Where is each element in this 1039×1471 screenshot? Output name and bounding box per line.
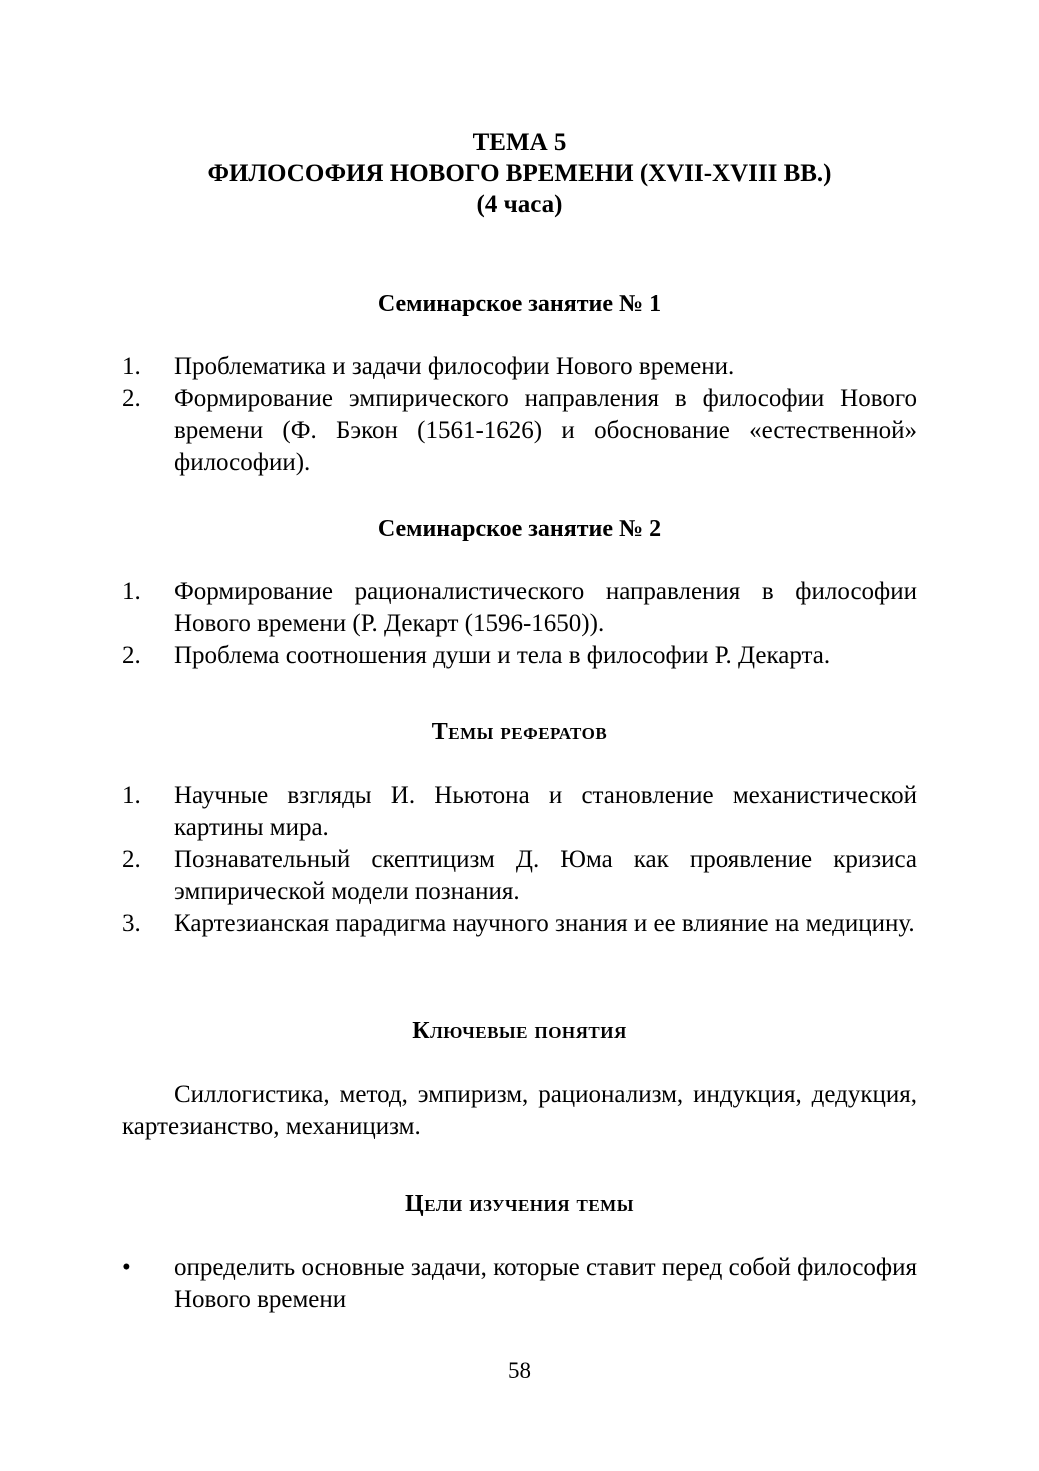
title-topic-name: ФИЛОСОФИЯ НОВОГО ВРЕМЕНИ (XVII-XVIII ВВ.) — [207, 160, 832, 187]
list-item — [122, 351, 917, 383]
list-item-text: Проблема соотношения души и тела в философии Р. Декарта. — [174, 642, 831, 669]
page-number: 58 — [508, 1358, 531, 1383]
bullet-marker: • — [122, 1254, 131, 1281]
list-item-text: Научные взгляды И. Ньютона и становление механистической картины мира. — [174, 782, 917, 841]
list-item-text: Познавательный скептицизм Д. Юма как проявление кризиса эмпирической модели познания. — [174, 846, 917, 905]
list-item-number: 1. — [122, 353, 141, 380]
seminar2-heading: Семинарское занятие № 2 — [377, 516, 662, 542]
goals-list — [122, 1252, 917, 1316]
page-title — [0, 127, 1039, 220]
list-item — [122, 383, 917, 479]
list-item — [122, 844, 917, 908]
seminar2-list — [122, 576, 917, 672]
list-item — [122, 1252, 917, 1316]
list-item — [122, 780, 917, 844]
seminar1-list — [122, 351, 917, 479]
concepts-heading: Ключевые понятия — [412, 1018, 627, 1044]
title-topic-number: ТЕМА 5 — [472, 129, 567, 156]
concepts-paragraph: Силлогистика, метод, эмпиризм, рационализм, индукция, дедукция, картезианство, механицизм. — [122, 1081, 917, 1140]
list-item-text: Проблематика и задачи философии Нового времени. — [174, 353, 735, 380]
reports-heading: Темы рефератов — [431, 719, 608, 745]
list-item-number: 2. — [122, 846, 141, 873]
list-item-text: Формирование рационалистического направления в философии Нового времени (Р. Декарт (1596-1650)). — [174, 578, 917, 637]
title-hours: (4 часа) — [476, 191, 563, 218]
seminar1-heading: Семинарское занятие № 1 — [377, 291, 662, 317]
reports-list — [122, 780, 917, 940]
list-item — [122, 640, 917, 672]
list-item-text: определить основные задачи, которые ставит перед собой философия Нового времени — [174, 1254, 917, 1313]
list-item — [122, 576, 917, 640]
goals-heading: Цели изучения темы — [405, 1191, 634, 1217]
list-item-number: 2. — [122, 385, 141, 412]
list-item-number: 3. — [122, 910, 141, 937]
list-item-number: 2. — [122, 642, 141, 669]
list-item-number: 1. — [122, 782, 141, 809]
list-item-number: 1. — [122, 578, 141, 605]
list-item-text: Картезианская парадигма научного знания и ее влияние на медицину. — [174, 910, 915, 937]
list-item-text: Формирование эмпирического направления в философии Нового времени (Ф. Бэкон (1561-1626) и обоснование «естественной» философии). — [174, 385, 917, 476]
list-item — [122, 908, 917, 940]
